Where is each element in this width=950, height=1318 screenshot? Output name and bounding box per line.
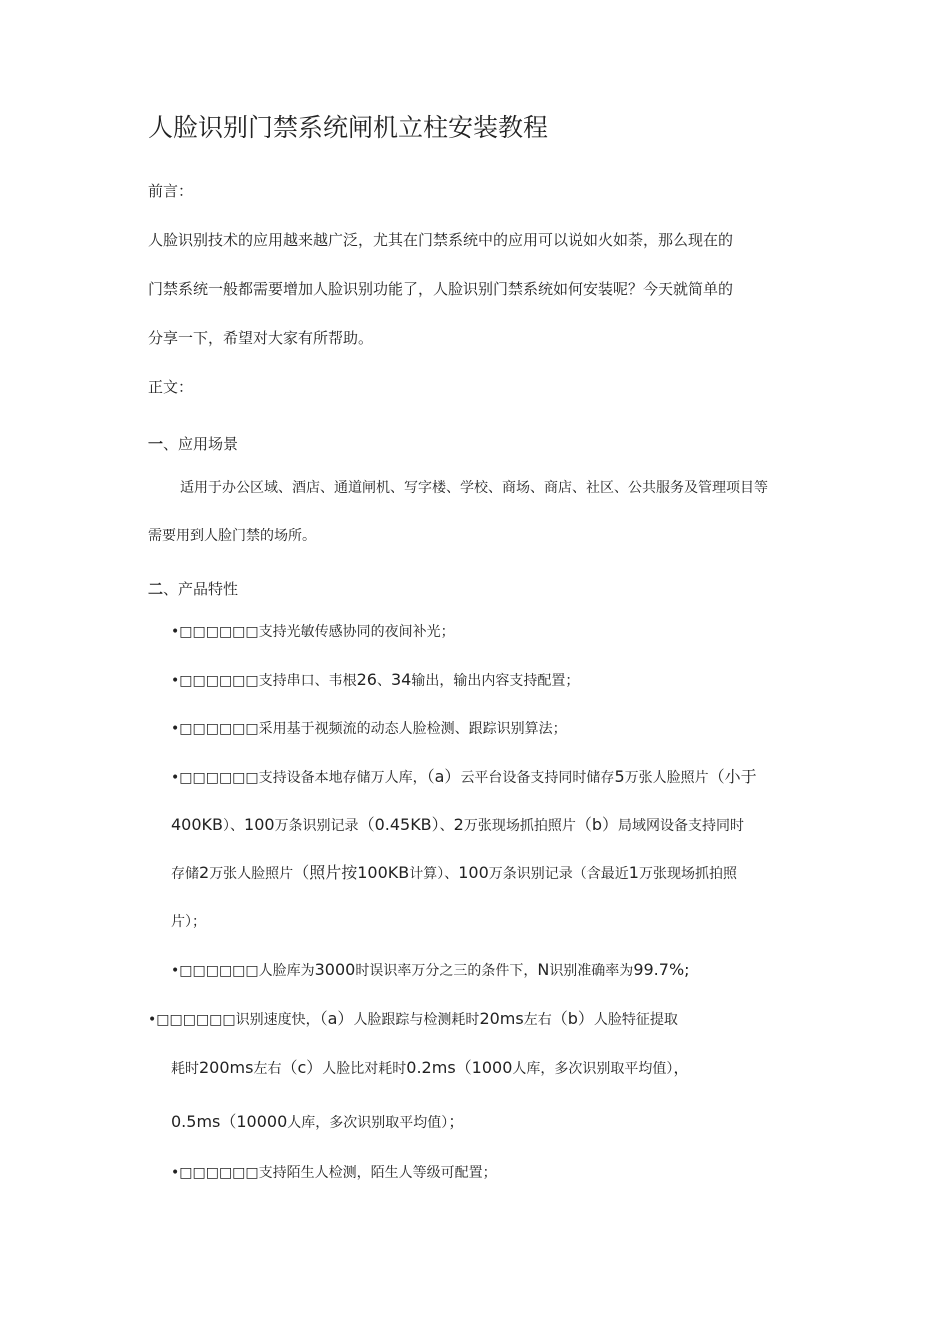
feature-item-4-line-2 (171, 814, 744, 837)
feature-4-num: 100 (458, 863, 489, 882)
feature-6-text: 左右 (253, 1061, 282, 1077)
feature-4-text: 、 (439, 818, 454, 834)
feature-6-num: 0.5ms（10000 (171, 1112, 288, 1131)
feature-6-text: 耗时 (171, 1061, 199, 1077)
feature-2-num: 26 (356, 670, 377, 689)
feature-4-num: （b） (575, 815, 619, 834)
section-2-title: 、产品特性 (163, 580, 239, 598)
feature-4-num: 2 (453, 815, 464, 834)
preface-line-3: 分享一下，希望对大家有所帮助。 (148, 329, 374, 347)
feature-5-num: 3000 (314, 960, 356, 979)
feature-item-4-line-3 (171, 862, 737, 885)
preface-label: 前言： (148, 182, 194, 200)
feature-4-text: 万张人脸照片 (209, 866, 294, 882)
section-2-number: 二 (148, 580, 164, 598)
feature-4-text: 云平台设备支持同时储存 (460, 770, 615, 786)
feature-5-text: •□□□□□□人脸库为 (171, 963, 315, 979)
feature-4-num: 100 (244, 815, 275, 834)
feature-4-text: 局域网设备支持同时 (618, 818, 745, 834)
feature-4-text: （小于 (708, 767, 757, 786)
feature-4-text: （照片按 (293, 863, 358, 882)
section-1-line-1: 适用于办公区域、酒店、通道闸机、写字楼、学校、商场、商店、社区、公共服务及管理项目等 (180, 480, 768, 496)
feature-6-text: ， (673, 1058, 690, 1077)
feature-4-text: 万张现场抓拍照片 (463, 818, 576, 834)
feature-6-num: 200ms (199, 1058, 254, 1077)
feature-5-num: N (537, 960, 550, 979)
feature-6-text: 人脸特征提取 (593, 1012, 678, 1028)
feature-4-num: 2 (199, 863, 210, 882)
feature-4-num: 5 (614, 767, 625, 786)
feature-6-text: 人库，多次识别取平均值） (512, 1061, 674, 1077)
feature-6-text: 人库，多次识别取平均值） (287, 1115, 449, 1131)
feature-5-num: 99.7%; (633, 960, 690, 979)
feature-4-text: 万条识别记录 (274, 818, 359, 834)
page-title: 人脸识别门禁系统闸机立柱安装教程 (148, 113, 549, 142)
feature-4-text: 万条识别记录（含最近 (488, 866, 629, 882)
feature-6-text: 人脸比对耗时 (322, 1061, 407, 1077)
feature-6-num: 20ms (479, 1009, 524, 1028)
feature-4-text: 万张现场抓拍照 (638, 866, 737, 882)
feature-4-num: 1 (628, 863, 639, 882)
feature-6-num: 0.2ms（1000 (406, 1058, 513, 1077)
section-1-number: 一 (148, 435, 164, 453)
feature-4-text: 万张人脸照片 (624, 770, 709, 786)
feature-5-text: 识别准确率为 (549, 963, 634, 979)
feature-item-3: •□□□□□□采用基于视频流的动态人脸检测、跟踪识别算法； (171, 721, 567, 737)
feature-item-1: •□□□□□□支持光敏传感协同的夜间补光； (171, 624, 455, 640)
feature-4-text: 存储 (171, 866, 199, 882)
feature-4-num: （0.45KB） (358, 815, 440, 834)
feature-5-text: 时误识率万分之三的条件下， (355, 963, 538, 979)
section-1-heading (148, 433, 238, 455)
feature-item-4-line-4: 片）； (171, 914, 206, 930)
feature-6-text: 人脸跟踪与检测耗时 (353, 1012, 480, 1028)
body-label: 正文： (148, 378, 194, 396)
feature-4-num: 400KB (171, 815, 224, 834)
feature-6-num: （a） (319, 1009, 354, 1028)
section-1-title: 、应用场景 (163, 435, 239, 453)
feature-4-num: 100KB (357, 863, 410, 882)
feature-6-num: （b） (551, 1009, 594, 1028)
feature-item-4-line-1 (171, 766, 757, 789)
feature-6-text: •□□□□□□识别速度快， (148, 1012, 320, 1028)
feature-2-num: 34 (390, 670, 412, 689)
feature-2-text: 、 (376, 673, 391, 689)
section-1-line-2: 需要用到人脸门禁的场所。 (148, 528, 316, 544)
feature-6-text: 左右 (523, 1012, 552, 1028)
feature-4-text: ）、 (223, 818, 245, 834)
feature-item-2 (171, 669, 579, 692)
feature-item-6-line-2 (171, 1057, 689, 1080)
feature-4-text: •□□□□□□支持设备本地存储万人库， (171, 770, 427, 786)
feature-6-text: ； (448, 1112, 465, 1131)
section-2-heading (148, 578, 238, 600)
feature-6-num: （c） (281, 1058, 323, 1077)
feature-item-6-line-3 (171, 1111, 464, 1134)
feature-2-text: •□□□□□□支持串口、韦根 (171, 673, 357, 689)
feature-item-7: •□□□□□□支持陌生人检测，陌生人等级可配置； (171, 1165, 497, 1181)
preface-line-1: 人脸识别技术的应用越来越广泛，尤其在门禁系统中的应用可以说如火如荼，那么现在的 (148, 231, 734, 249)
feature-item-5 (171, 959, 690, 982)
feature-2-text: 输出，输出内容支持配置； (411, 673, 580, 689)
feature-item-6-line-1 (148, 1008, 678, 1031)
feature-4-text: 计算）、 (409, 866, 459, 882)
feature-4-num: （a） (426, 767, 461, 786)
preface-line-2: 门禁系统一般都需要增加人脸识别功能了，人脸识别门禁系统如何安装呢？今天就简单的 (148, 280, 734, 298)
